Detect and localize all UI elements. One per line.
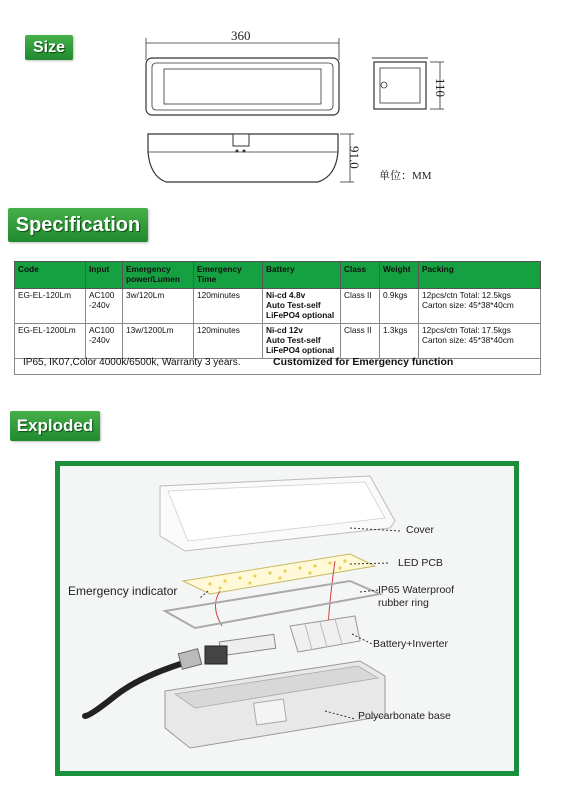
battery-line: LiFePO4 optional — [266, 344, 335, 355]
col-packing: Packing — [419, 262, 541, 289]
label-cover: Cover — [406, 524, 435, 536]
battery-line: Ni-cd 12v — [266, 324, 303, 335]
cell-time: 120minutes — [194, 289, 263, 324]
exploded-view — [55, 461, 519, 776]
packing-line: 12pcs/ctn Total: 12.5kgs — [422, 290, 511, 300]
col-class: Class — [341, 262, 380, 289]
cell-class: Class II — [341, 323, 380, 358]
battery-line: Auto Test-self — [266, 334, 321, 345]
label-ring-line1: IP65 Waterproof — [378, 584, 455, 596]
cell-time: 120minutes — [194, 323, 263, 358]
table-row — [15, 289, 541, 324]
cell-weight: 0.9kgs — [380, 289, 419, 324]
dimension-length: 360 — [231, 28, 251, 43]
col-time: Emergency Time — [194, 262, 263, 289]
spec-note-row — [14, 344, 541, 375]
battery-line: Ni-cd 4.8v — [266, 290, 306, 300]
dimension-height: 110 — [433, 78, 448, 98]
cell-input: AC100 -240v — [86, 323, 123, 358]
dimension-unit: 单位：MM — [379, 170, 432, 182]
col-power: Emergency power/Lumen — [123, 262, 194, 289]
battery-line: LiFePO4 optional — [266, 309, 335, 320]
col-input: Input — [86, 262, 123, 289]
col-battery: Battery — [263, 262, 341, 289]
spec-note: IP65, IK07,Color 4000k/6500k, Warranty 3 years. — [23, 357, 241, 368]
cell-input: AC100 -240v — [86, 289, 123, 324]
packing-line: Carton size: 45*38*40cm — [422, 299, 514, 310]
exploded-illustration — [60, 466, 514, 771]
cell-power: 13w/1200Lm — [123, 323, 194, 358]
exploded-heading: Exploded — [10, 411, 100, 441]
cell-code: EG-EL-120Lm — [15, 289, 86, 324]
size-heading: Size — [25, 35, 73, 60]
dimension-depth: 91.0 — [347, 146, 362, 169]
cell-code: EG-EL-1200Lm — [15, 323, 86, 358]
cell-class: Class II — [341, 289, 380, 324]
label-led-pcb: LED PCB — [398, 557, 443, 569]
label-battery-inverter: Battery+Inverter — [373, 638, 448, 650]
specification-heading: Specification — [8, 208, 148, 242]
col-code: Code — [15, 262, 86, 289]
cell-weight: 1.3kgs — [380, 323, 419, 358]
cell-packing — [419, 289, 541, 324]
battery-line: Auto Test-self — [266, 299, 321, 310]
packing-line: 12pcs/ctn Total: 17.5kgs — [422, 324, 511, 335]
spec-table — [14, 261, 541, 359]
packing-line: Carton size: 45*38*40cm — [422, 334, 514, 345]
cell-power: 3w/120Lm — [123, 289, 194, 324]
col-weight: Weight — [380, 262, 419, 289]
label-ring-line2: rubber ring — [378, 597, 429, 609]
label-base: Polycarbonate base — [358, 710, 451, 722]
label-emergency-indicator: Emergency indicator — [68, 584, 178, 598]
spec-note-bold: Customized for Emergency function — [273, 356, 454, 368]
dimension-drawing — [0, 0, 565, 200]
cell-battery — [263, 289, 341, 324]
